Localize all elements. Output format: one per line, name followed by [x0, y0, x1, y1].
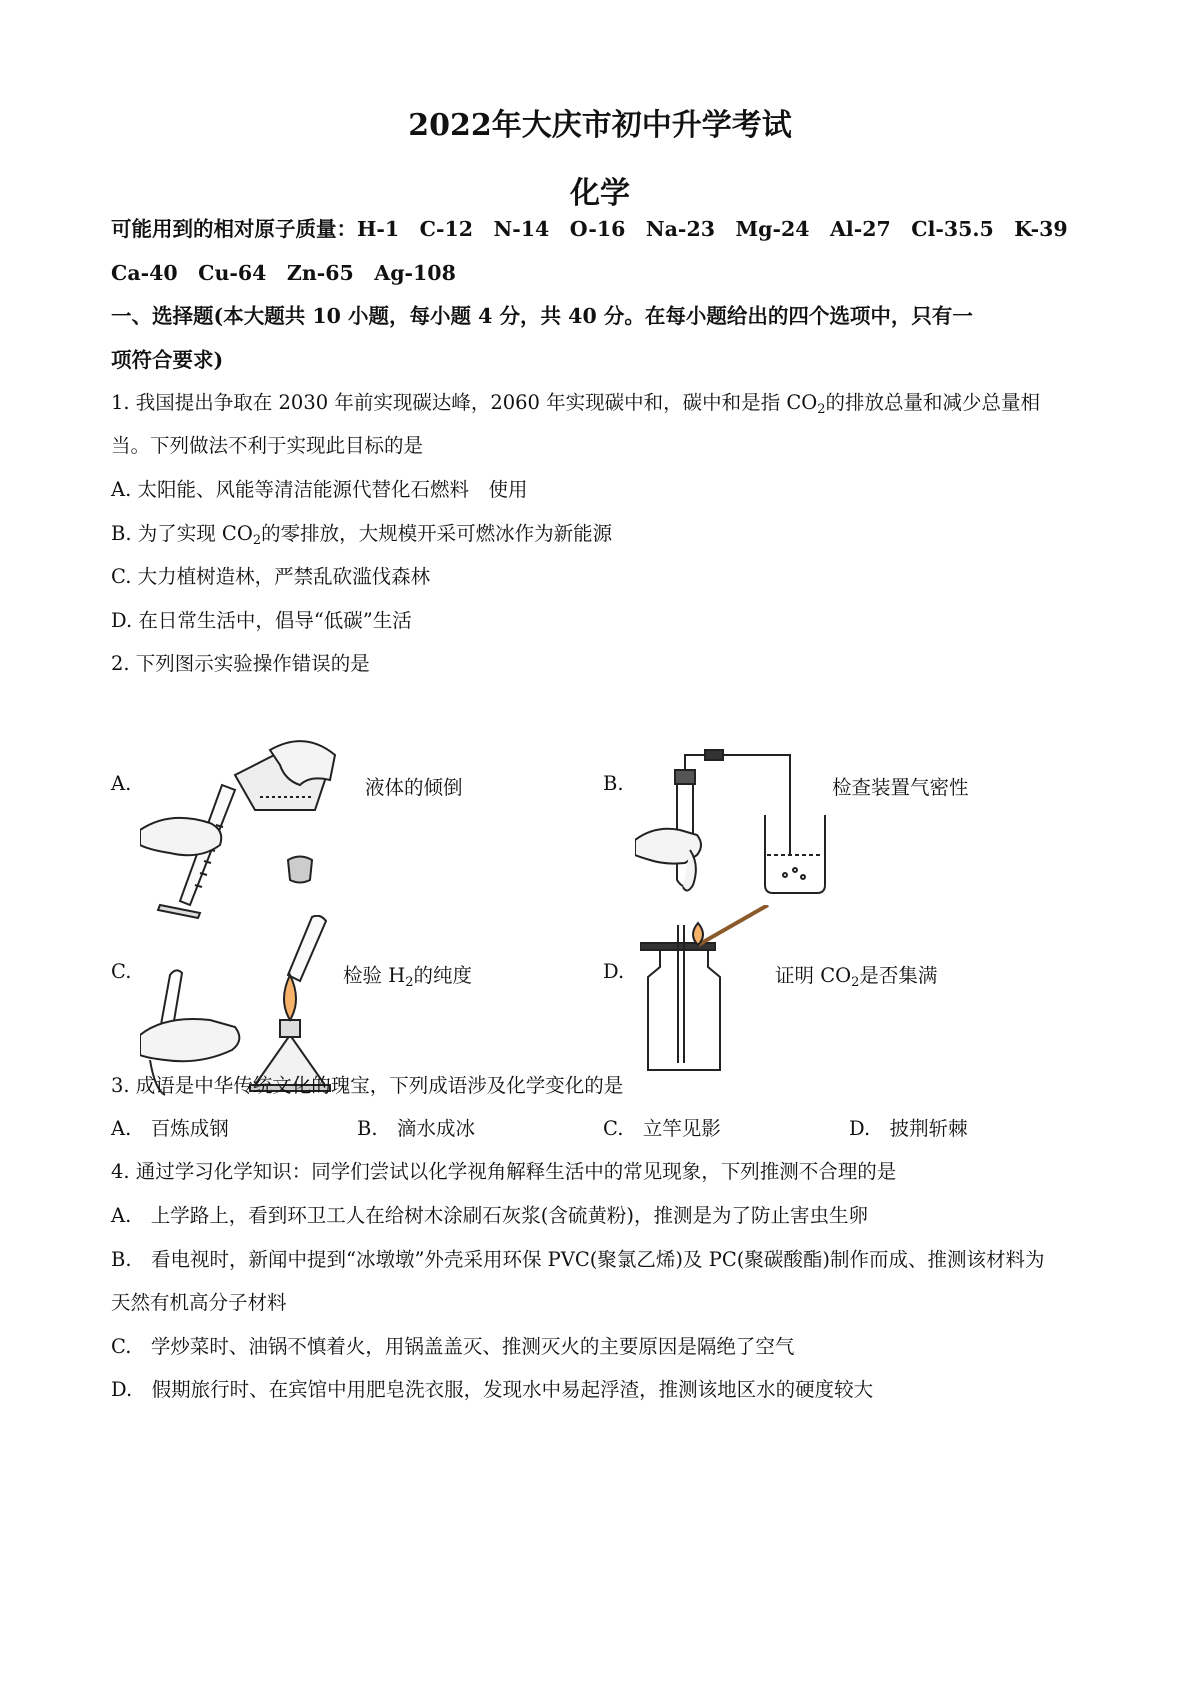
q2-option-a-caption: 液体的倾倒: [365, 776, 463, 799]
section-heading-line-2: 项符合要求): [111, 348, 224, 372]
q4-stem: 4. 通过学习化学知识：同学们尝试以化学视角解释生活中的常见现象，下列推测不合理的是: [111, 1160, 897, 1183]
q2-option-a-letter: A.: [111, 772, 132, 795]
airtightness-check-illustration: [635, 745, 835, 915]
q2-option-d-letter: D.: [603, 960, 625, 983]
q1-option-a: A. 太阳能、风能等清洁能源代替化石燃料 使用: [111, 478, 528, 501]
q2-option-d-caption-part-a: 证明 CO: [775, 964, 852, 987]
q2-option-c-caption-part-a: 检验 H: [343, 964, 406, 987]
atomic-mass-line-1: 可能用到的相对原子质量：H-1 C-12 N-14 O-16 Na-23 Mg-24 Al-27 Cl-35.5 K-39: [111, 217, 1068, 241]
q1-stem-part-a: 1. 我国提出争取在 2030 年前实现碳达峰，2060 年实现碳中和，碳中和是指 CO: [111, 391, 818, 414]
q4-option-a: A. 上学路上，看到环卫工人在给树木涂刷石灰浆(含硫黄粉)，推测是为了防止害虫生卵: [111, 1204, 868, 1227]
q2-option-d-caption: [775, 960, 937, 990]
q4-option-b-line-2: 天然有机高分子材料: [111, 1291, 287, 1314]
q4-option-b-line-1: B. 看电视时，新闻中提到“冰墩墩”外壳采用环保 PVC(聚氯乙烯)及 PC(聚碳酸酯)制作而成、推测该材料为: [111, 1248, 1045, 1271]
q1-stem-line-1: [111, 387, 1040, 417]
q2-option-d-caption-part-b: 是否集满: [859, 964, 938, 987]
q3-option-c: C. 立竿见影: [603, 1117, 721, 1140]
q2-option-d-caption-subscript: 2: [851, 975, 860, 990]
atomic-mass-line-2: Ca-40 Cu-64 Zn-65 Ag-108: [111, 261, 456, 285]
q1-option-b: [111, 518, 612, 548]
q4-option-d: D. 假期旅行时、在宾馆中用肥皂洗衣服，发现水中易起浮渣，推测该地区水的硬度较大: [111, 1378, 874, 1401]
q2-option-c-letter: C.: [111, 960, 132, 983]
q2-option-c-caption-subscript: 2: [405, 975, 414, 990]
q1-option-b-part-a: B. 为了实现 CO: [111, 522, 253, 545]
section-heading-line-1: 一、选择题(本大题共 10 小题，每小题 4 分，共 40 分。在每小题给出的四个选项中，只有一: [111, 304, 973, 328]
q1-option-c: C. 大力植树造林，严禁乱砍滥伐森林: [111, 565, 431, 588]
q4-option-c: C. 学炒菜时、油锅不慎着火，用锅盖盖灭、推测灭火的主要原因是隔绝了空气: [111, 1335, 795, 1358]
q2-option-b-letter: B.: [603, 772, 624, 795]
co2-full-check-illustration: [640, 905, 790, 1075]
q3-option-b: B. 滴水成冰: [357, 1117, 476, 1140]
pouring-liquid-illustration: [140, 735, 340, 935]
exam-subject: 化学: [570, 176, 630, 211]
q1-option-d: D. 在日常生活中，倡导“低碳”生活: [111, 609, 412, 632]
q1-option-b-part-b: 的零排放，大规模开采可燃冰作为新能源: [261, 522, 613, 545]
q1-stem-line-2: 当。下列做法不利于实现此目标的是: [111, 434, 424, 457]
q3-option-d: D. 披荆斩棘: [849, 1117, 968, 1140]
q2-option-b-caption: 检查装置气密性: [832, 776, 969, 799]
q3-stem: 3. 成语是中华传统文化的瑰宝，下列成语涉及化学变化的是: [111, 1074, 624, 1097]
q2-option-c-caption-part-b: 的纯度: [413, 964, 473, 987]
q1-stem-subscript: 2: [817, 402, 826, 417]
q2-stem: 2. 下列图示实验操作错误的是: [111, 652, 370, 675]
q3-option-a: A. 百炼成钢: [111, 1117, 229, 1140]
q1-option-b-subscript: 2: [252, 533, 262, 548]
exam-title: 2022年大庆市初中升学考试: [408, 108, 792, 143]
q1-stem-part-b: 的排放总量和减少总量相: [825, 391, 1041, 414]
q2-option-c-caption: [343, 960, 472, 990]
